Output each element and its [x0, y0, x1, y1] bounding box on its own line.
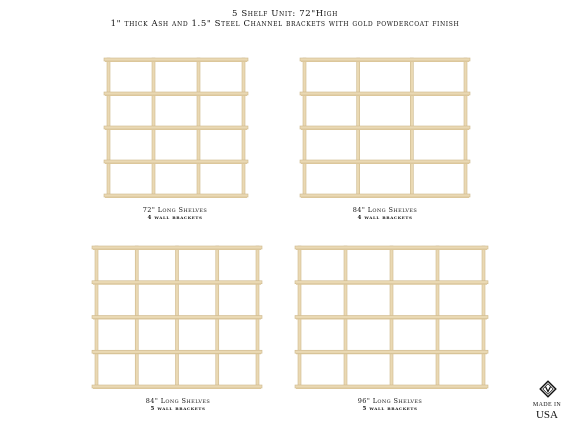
shelf-board — [92, 350, 262, 353]
shelf-board — [300, 58, 470, 61]
caption-length: 84" Long Shelves — [352, 206, 418, 214]
caption-length: 84" Long Shelves — [145, 397, 211, 405]
made-in-label: MADE IN — [532, 402, 562, 408]
v-diamond-icon — [539, 380, 557, 398]
shelf-shadow — [93, 284, 261, 285]
unit-caption-1 — [90, 206, 260, 222]
shelf-shadow — [301, 129, 469, 130]
shelf-shadow — [296, 388, 487, 389]
caption-brackets: 5 wall brackets — [362, 406, 418, 412]
shelf-shadow — [296, 353, 487, 354]
shelf-board — [300, 126, 470, 129]
shelf-shadow — [93, 319, 261, 320]
caption-brackets: 4 wall brackets — [357, 215, 413, 221]
unit-caption-2 — [300, 206, 470, 222]
shelf-board — [295, 316, 488, 319]
shelf-shadow — [93, 388, 261, 389]
caption-length: 72" Long Shelves — [142, 206, 208, 214]
shelf-board — [295, 350, 488, 353]
shelf-shadow — [296, 319, 487, 320]
shelf-shadow — [105, 129, 247, 130]
shelf-shadow — [296, 284, 487, 285]
shelf-board — [295, 385, 488, 388]
shelf-shadow — [301, 197, 469, 198]
shelf-board — [92, 316, 262, 319]
shelf-board — [92, 385, 262, 388]
shelf-board — [104, 160, 248, 163]
shelf-board — [295, 281, 488, 284]
shelf-board — [295, 246, 488, 249]
shelf-shadow — [301, 61, 469, 62]
shelf-board — [104, 126, 248, 129]
shelf-shadow — [296, 249, 487, 250]
unit-caption-3 — [93, 397, 263, 413]
page-subtitle: 1" thick Ash and 1.5" Steel Channel brackets with gold powdercoat finish — [110, 19, 460, 29]
caption-brackets: 4 wall brackets — [147, 215, 203, 221]
shelf-shadow — [301, 95, 469, 96]
caption-brackets: 5 wall brackets — [150, 406, 206, 412]
shelf-board — [300, 92, 470, 95]
page-title: 5 Shelf Unit: 72"High — [232, 9, 338, 19]
shelf-shadow — [105, 163, 247, 164]
shelf-shadow — [93, 353, 261, 354]
shelf-board — [300, 160, 470, 163]
country-label: USA — [535, 409, 558, 421]
shelf-shadow — [93, 249, 261, 250]
shelf-board — [92, 281, 262, 284]
shelf-board — [104, 92, 248, 95]
caption-length: 96" Long Shelves — [357, 397, 423, 405]
shelf-shadow — [105, 61, 247, 62]
shelf-shadow — [105, 95, 247, 96]
shelf-board — [300, 194, 470, 197]
shelf-shadow — [301, 163, 469, 164]
unit-caption-4 — [305, 397, 475, 413]
shelf-board — [92, 246, 262, 249]
shelf-board — [104, 194, 248, 197]
shelf-shadow — [105, 197, 247, 198]
shelf-board — [104, 58, 248, 61]
